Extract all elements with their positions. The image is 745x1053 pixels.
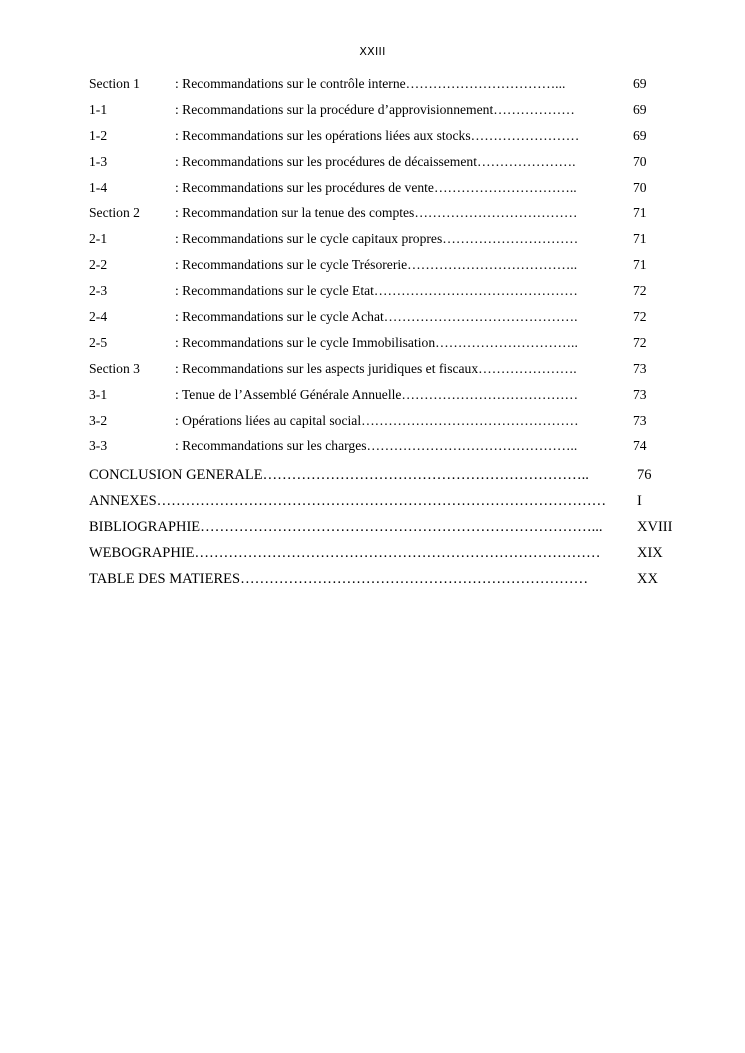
- toc-main-entry: [89, 467, 689, 493]
- toc-main-entry-title: BIBLIOGRAPHIE………………………………………………………………………...: [89, 519, 603, 536]
- page-number: XXIII: [359, 45, 386, 58]
- toc-entry-title: : Recommandations sur la procédure d’approvisionnement………………: [175, 101, 575, 117]
- toc-entry-label: 1-4: [89, 179, 108, 195]
- toc-entry: [89, 387, 689, 413]
- toc-entry-page: 69: [633, 101, 647, 117]
- toc-entry-label: Section 3: [89, 360, 140, 376]
- toc-entry-page: 69: [633, 76, 647, 91]
- toc-entry-label: 2-5: [89, 334, 108, 350]
- toc-entry: [89, 180, 689, 206]
- toc-entry-label: Section 2: [89, 205, 140, 221]
- toc-main-entry-page: XIX: [637, 545, 663, 562]
- toc-main-entry-page: 76: [637, 467, 652, 484]
- toc-entry: [89, 438, 689, 464]
- toc-entry-page: 72: [633, 334, 647, 350]
- toc-entry: [89, 128, 689, 154]
- toc-main-entry-page: XX: [637, 570, 658, 587]
- toc-entry-label: 3-1: [89, 386, 108, 402]
- toc-main-entry: [89, 571, 689, 597]
- toc-entry-page: 70: [633, 179, 647, 195]
- toc-subsections: [89, 76, 689, 464]
- toc-entry: [89, 257, 689, 283]
- toc-entry-title: : Recommandations sur le contrôle interne……………………………...: [175, 76, 566, 91]
- toc-entry-page: 73: [633, 412, 647, 428]
- toc-entry-title: : Recommandations sur le cycle Trésorerie………………………………..: [175, 257, 578, 273]
- toc-entry-title: : Recommandations sur les procédures de décaissement………………….: [175, 153, 576, 169]
- toc-entry-label: 2-1: [89, 231, 108, 247]
- toc-entry: [89, 154, 689, 180]
- table-of-contents: [89, 76, 689, 597]
- toc-entry-page: 71: [633, 257, 647, 273]
- toc-entry: [89, 205, 689, 231]
- toc-main-entry-title: ANNEXES…………………………………………………………………………………: [89, 493, 607, 510]
- toc-entry-title: : Recommandations sur les opérations liées aux stocks……………………: [175, 127, 580, 143]
- toc-entry: [89, 231, 689, 257]
- toc-entry-title: : Recommandations sur le cycle Achat…………………………………….: [175, 309, 578, 325]
- toc-main-entry: [89, 545, 689, 571]
- toc-entry: [89, 76, 689, 102]
- toc-entry: [89, 102, 689, 128]
- toc-entry-label: 2-2: [89, 257, 108, 273]
- toc-entry: [89, 309, 689, 335]
- toc-entry-page: 71: [633, 231, 647, 247]
- toc-entry: [89, 283, 689, 309]
- toc-entry-title: : Recommandations sur les aspects juridiques et fiscaux………………….: [175, 360, 577, 376]
- toc-entry-label: 3-2: [89, 412, 108, 428]
- toc-entry-page: 72: [633, 309, 647, 325]
- toc-entry-label: 1-3: [89, 153, 108, 169]
- toc-entry-label: 3-3: [89, 438, 108, 454]
- toc-main-entry-page: XVIII: [637, 519, 673, 536]
- toc-entry-page: 74: [633, 438, 647, 454]
- toc-entry-page: 73: [633, 386, 647, 402]
- toc-entry-label: 2-3: [89, 283, 108, 299]
- toc-entry-label: 1-1: [89, 101, 108, 117]
- toc-entry-title: : Recommandation sur la tenue des comptes………………………………: [175, 205, 578, 221]
- toc-main-entry-title: CONCLUSION GENERALE…………………………………………………………..: [89, 467, 589, 484]
- toc-entry-title: : Tenue de l’Assemblé Générale Annuelle…………………………………: [175, 386, 579, 402]
- toc-entry-title: : Recommandations sur le cycle Etat………………………………………: [175, 283, 578, 299]
- toc-entry-page: 70: [633, 153, 647, 169]
- toc-entry-label: 2-4: [89, 309, 108, 325]
- toc-entry: [89, 335, 689, 361]
- toc-main-entry: [89, 519, 689, 545]
- toc-entry-label: 1-2: [89, 127, 108, 143]
- toc-entry-page: 73: [633, 360, 647, 376]
- toc-main-entry-title: TABLE DES MATIERES………………………………………………………………: [89, 570, 589, 587]
- toc-main-entry-title: WEBOGRAPHIE…………………………………………………………………………: [89, 545, 601, 562]
- toc-entry: [89, 361, 689, 387]
- toc-entry: [89, 413, 689, 439]
- toc-main-entry: [89, 493, 689, 519]
- toc-entry-title: : Recommandations sur les charges………………………………………..: [175, 438, 578, 454]
- toc-entry-label: Section 1: [89, 76, 140, 91]
- toc-entry-page: 71: [633, 205, 647, 221]
- toc-main-entry-page: I: [637, 493, 642, 510]
- toc-entry-title: : Opérations liées au capital social…………………………………………: [175, 412, 579, 428]
- toc-entry-title: : Recommandations sur les procédures de vente…………………………..: [175, 179, 577, 195]
- toc-entry-title: : Recommandations sur le cycle capitaux propres…………………………: [175, 231, 579, 247]
- toc-entry-page: 72: [633, 283, 647, 299]
- toc-entry-page: 69: [633, 127, 647, 143]
- toc-main-sections: [89, 467, 689, 596]
- toc-entry-title: : Recommandations sur le cycle Immobilisation…………………………..: [175, 334, 578, 350]
